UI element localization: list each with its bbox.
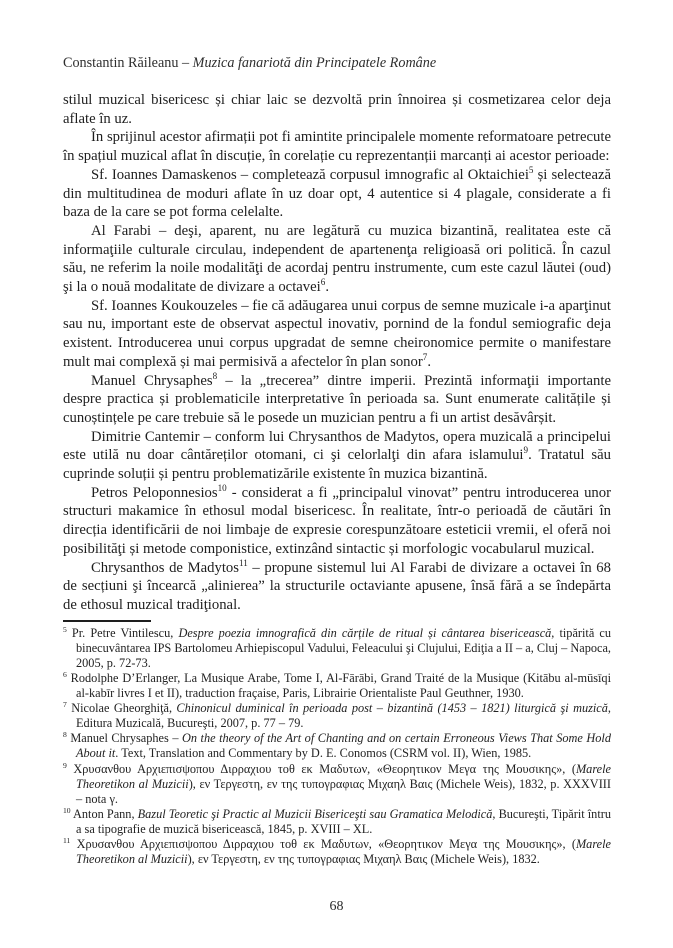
paragraph-continuation: stilul muzical bisericesc și chiar laic se dezvoltă prin înnoirea și cosmetizarea celor deja aflate în uz. <box>63 92 611 127</box>
running-head <box>63 55 611 72</box>
page-number: 68 <box>329 899 344 914</box>
paragraph-cantemir: Dimitrie Cantemir – conform lui Chrysanthos de Madytos, opera muzicală a principelui este utilă nu doar cântăreților otomani, ci şi celorlalţi din afara islamului$^9$. Tratatul său cuprinde soluții și pentru problematizările existente în muzica bizantină. <box>63 428 611 483</box>
paragraph-chrysaphes: Manuel Chrysaphes$^8$ – la „trecerea” dintre imperii. Prezintă informaţii importante despre practica și problematicile interpretative în perioada sa. Sunt enumerate calitățile și cunoștințele pe care trebuie să le posede un muzician pentru a fi un artist desăvârșit. <box>63 370 611 426</box>
body-text <box>63 91 611 615</box>
footnote-8: $^8$ Manuel Chrysaphes – On the theory of the Art of Chanting and on certain Erroneous Views That Some Hold About it. Text, Translation and Commentary by D. E. Conomos (CSRM vol. II), Wien, 1985. <box>63 730 612 761</box>
footnote-10: $^{10}$ Anton Pann, Bazul Teoretic şi Practic al Muzicii Bisericeşti sau Gramatica Melodică, Bucureşti, Tipărit întru a sa tipografie de muzică bisericească, 1845, p. XVIII – XL. <box>63 805 611 836</box>
running-head-author: Constantin Răileanu – <box>63 55 193 71</box>
footnote-6: $^6$ Rodolphe D’Erlanger, La Musique Arabe, Tome I, Al-Fārābi, Grand Traité de la Musique (Kitābu al-mūsīqi al-kabīr livres I et II), traduction fraçaise, Paris, Librairie Orientaliste Paul Geuthner, 1930. <box>63 669 611 701</box>
footnote-11: $^{11}$ Χρυσανθου Αρχιεπισψοπου Διρραχιου τοθ εκ Μαδυτων, «Θεορητικον Μεγα της Μουσικης», (Marele Theoretikon al Muzicii), εν Τεργεστη, εν της τυπογραφιας Μιχαηλ Βαις (Michele Weis), 1832. <box>63 835 611 867</box>
paragraph-peloponnesios: Petros Peloponnesios$^{10}$ - considerat a fi „principalul vinovat” pentru introducerea unor structuri makamice în ethosul modal bisericesc. În realitate, într-o perioadă de căutări în direcția identificării de noi limbaje de expresie corespunzătoare esteticii vremii, el oferă noi posibilităţi și metode componistice, extinzând sintactic și morfologic vocabularul muzical. <box>63 482 611 557</box>
footnotes-section <box>63 620 611 868</box>
paragraph-intro: În sprijinul acestor afirmații pot fi amintite principalele momente reformatoare petrecute în spațiul muzical aflat în discuție, în corelație cu reprezentanții marcanți ai acestor perioade: <box>63 129 611 165</box>
running-head-book-title: Muzica fanariotă din Principatele Române <box>192 55 437 71</box>
footnote-7: $^7$ Nicolae Gheorghiţă, Chinonicul duminical în perioada post – bizantină (1453 – 1821) liturgică şi muzică, Editura Muzicală, Bucureşti, 2007, p. 77 – 79. <box>63 700 611 731</box>
paragraph-koukouzeles: Sf. Ioannes Koukouzeles – fie că adăugarea unui corpus de semne muzicale i-a aparţinut sau nu, important este de observat aspectul inovativ, pornind de la fondul semiografic deja existent. Introducerea unui corpus upgradat de semne cheironomice permite o manifestare mult mai complexă și mai permisivă a afectelor în plan sonor$^7$. <box>63 297 611 370</box>
footnote-separator-rule <box>63 620 151 622</box>
footnote-9: $^9$ Χρυσανθου Αρχιεπισψοπου Διρραχιου τοθ εκ Μαδυτων, «Θεορητικον Μεγα της Μουσικης», (Marele Theoretikon al Muzicii), εν Τεργεστη, εν της τυπογραφιας Μιχαηλ Βαις (Michele Weis), 1832, p. XXXVIII – nota γ. <box>63 760 611 806</box>
paragraph-damaskenos: Sf. Ioannes Damaskenos – completează corpusul imnografic al Oktaichiei$^5$ și selectează din multitudinea de moduri aflate în uz doar opt, 4 autentice si 4 plagale, considerate a fi baza de la care se pot forma celelalte. <box>63 164 612 221</box>
paragraph-al-farabi: Al Farabi – deşi, aparent, nu are legătură cu muzica bizantină, realitatea este că informaţiile culturale circulau, independent de apartenenţa religioasă ori politică. În cazul său, ne referim la noile modalităţi de acordaj pentru instrumente, cum este cazul lăutei (oud) şi la o nouă modalitate de divizare a octavei$^6$. <box>63 222 611 296</box>
footnote-5: $^5$ Pr. Petre Vintilescu, Despre poezia imnografică din cărțile de ritual și cântarea bisericească, tipărită cu binecuvântarea IPS Bartolomeu Arhiepiscopul Vadului, Feleacului şi Clujului, Ediţia a II – a, Cluj – Napoca, 2005, p. 72-73. <box>63 624 611 670</box>
paragraph-madytos: Chrysanthos de Madytos$^{11}$ – propune sistemul lui Al Farabi de divizare a octavei în 68 de secțiuni şi încearcă „alinierea” la structurile octaviante apusene, însă fără a se îndepărta de ethosul muzical tradiţional. <box>63 557 611 613</box>
